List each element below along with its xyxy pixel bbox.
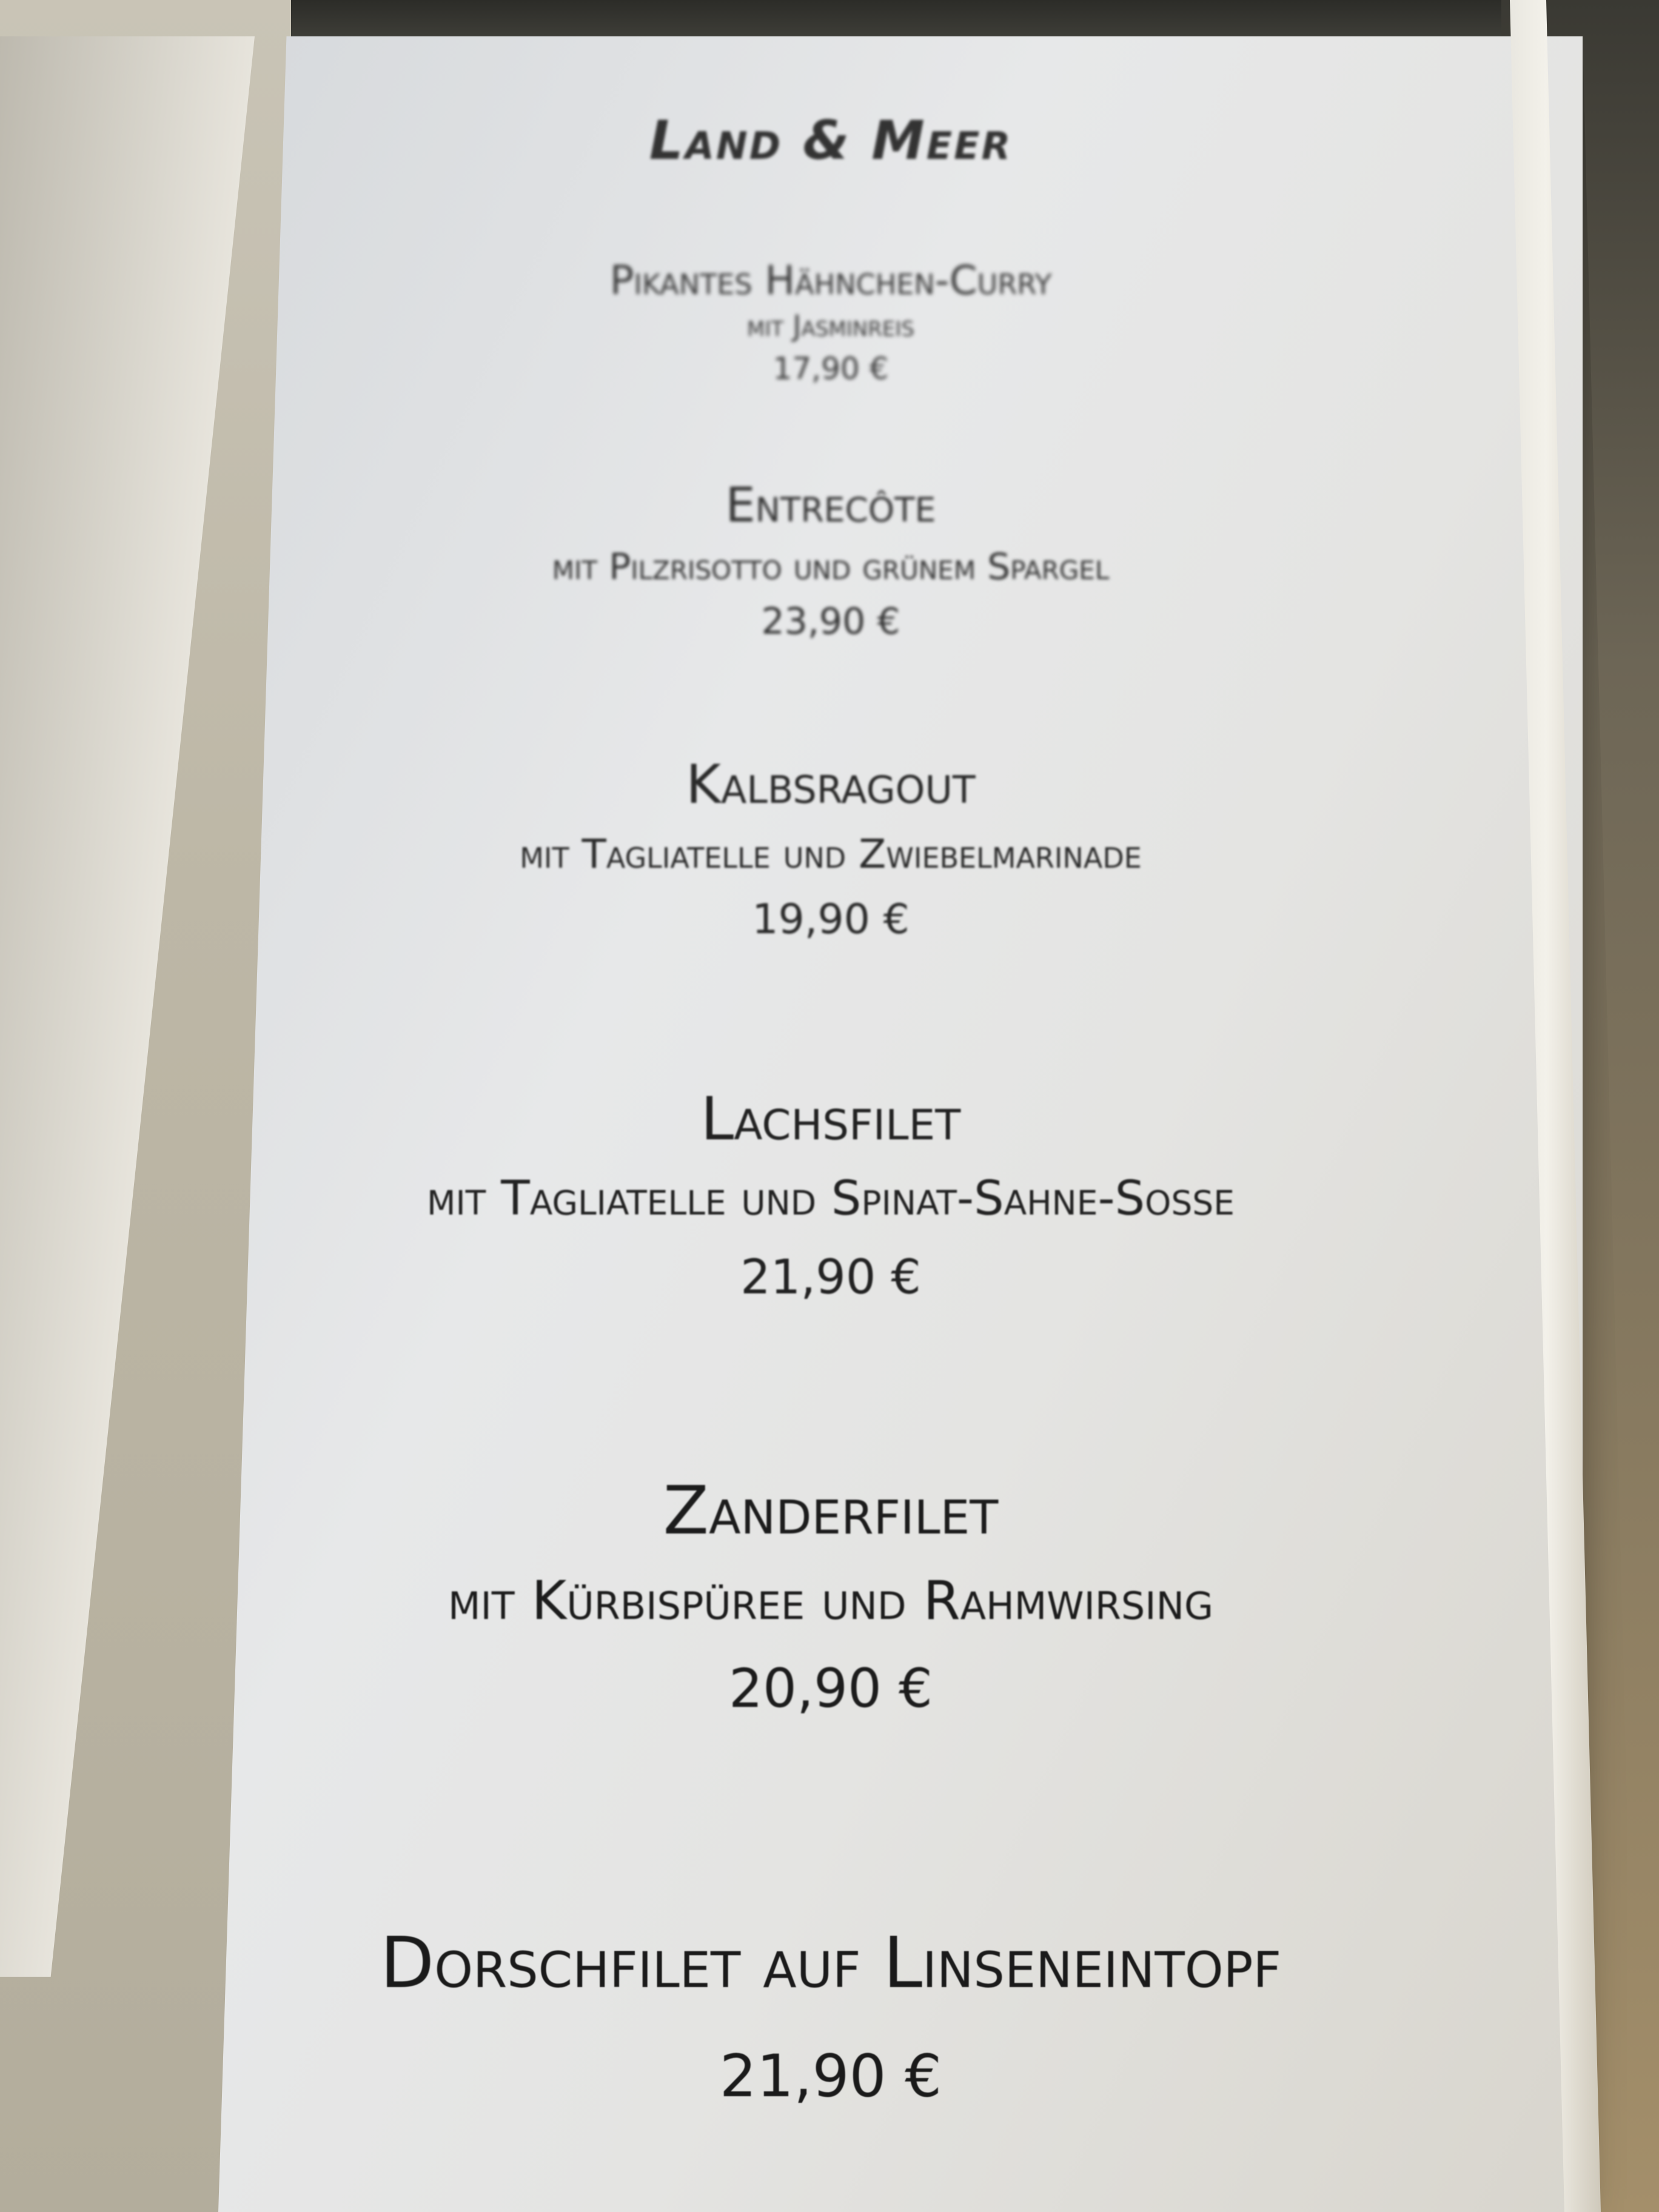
dish-price: 19,90 € [752,896,910,944]
menu-item [243,1921,1419,2111]
menu-item [243,752,1419,944]
dish-name: Kalbsragout [686,753,976,816]
dish-price: 21,90 € [719,2042,942,2110]
dish-description: mit Kürbispüree und Rahmwirsing [447,1569,1213,1632]
dish-description: mit Tagliatelle und Spinat-Sahne-Soße [427,1171,1235,1227]
dish-price: 23,90 € [761,600,900,643]
menu-item [243,478,1419,644]
menu-item [243,1084,1419,1307]
menu-section [243,109,1419,2111]
section-title: Land & Meer [649,109,1013,172]
dish-name: Pikantes Hähnchen-Curry [609,257,1052,304]
dish-description: mit Tagliatelle und Zwiebelmarinade [520,830,1142,877]
dish-price: 20,90 € [729,1657,933,1720]
menu-item [243,1470,1419,1721]
dish-name: Entrecôte [725,478,936,533]
dish-name: Zanderfilet [663,1471,999,1549]
dish-name: Dorschfilet auf Linseneintopf [380,1922,1282,2004]
dish-name: Lachsfilet [700,1084,961,1154]
dish-price: 17,90 € [773,350,889,386]
dish-description: mit Jasminreis [747,309,914,344]
dish-description: mit Pilzrisotto und grünem Spargel [552,546,1110,589]
dish-price: 21,90 € [740,1250,921,1305]
menu-item [243,256,1419,387]
